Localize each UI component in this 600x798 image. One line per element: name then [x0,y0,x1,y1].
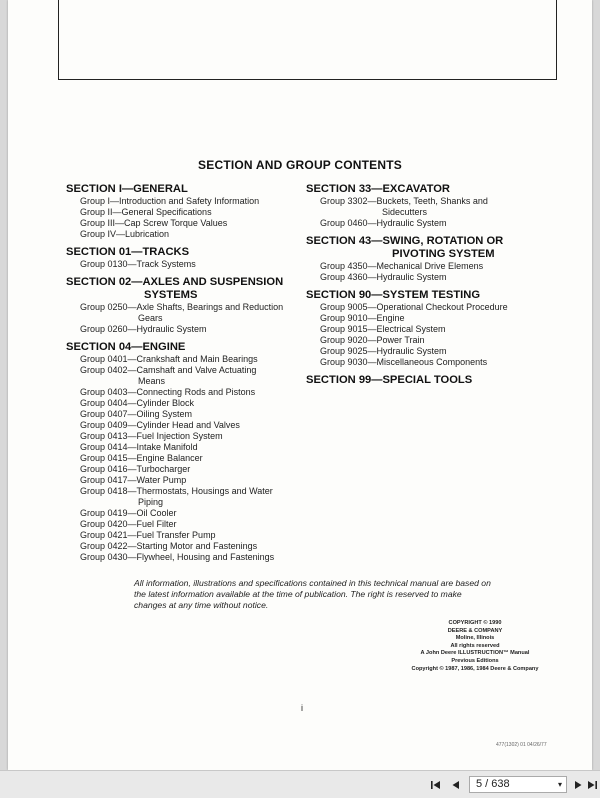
section-heading: SECTION 43—SWING, ROTATION OR PIVOTING SYSTEM [306,235,504,260]
group-entry: Group I—Introduction and Safety Information [80,196,260,206]
first-page-icon[interactable] [429,778,443,792]
section-heading: SECTION 01—TRACKS [66,246,190,258]
group-entry: Group 0409—Cylinder Head and Valves [80,420,240,430]
group-entry: Group 9025—Hydraulic System [320,346,447,356]
copyright-line: Moline, Illinois [455,635,495,642]
copyright-line: All rights reserved [450,642,500,649]
copyright-line: A John Deere ILLUSTRUCTION™ Manual [420,650,530,657]
section-block [306,183,536,229]
group-entry: Group 4360—Hydraulic System [320,272,447,282]
document-code: 477(1302) 01 04/26/77 [496,742,547,748]
copyright-block [400,620,550,673]
disclaimer-notice: All information, illustrations and specifications contained in this technical manual are based on the latest information available at the time of publication. The right is reserved to make changes at any time without notice. [134,578,491,610]
left-column [66,183,296,569]
group-entry: Group IV—Lubrication [80,229,170,239]
group-entry: Group 9015—Electrical System [320,324,446,334]
chevron-down-icon[interactable]: ▾ [557,780,562,789]
previous-page-edge [58,0,557,80]
group-entry: Group 0250—Axle Shafts, Bearings and Reduction Gears [80,302,284,323]
group-entry: Group 0413—Fuel Injection System [80,431,223,441]
group-entry: Group 0460—Hydraulic System [320,218,447,228]
copyright-line: COPYRIGHT © 1990 [448,620,502,626]
group-entry: Group 0414—Intake Manifold [80,442,198,452]
group-entry: Group 9030—Miscellaneous Components [320,357,488,367]
group-entry: Group 0130—Track Systems [80,259,196,269]
section-block [66,341,296,563]
group-entry: Group 0401—Crankshaft and Main Bearings [80,354,258,364]
group-entry: Group 3302—Buckets, Teeth, Shanks and Sidecutters [320,196,488,217]
section-heading: SECTION 04—ENGINE [66,341,186,353]
section-block [306,289,536,368]
group-entry: Group 0403—Connecting Rods and Pistons [80,387,256,397]
group-entry: Group 0420—Fuel Filter [80,519,177,529]
last-page-icon[interactable] [586,778,600,792]
group-entry: Group 4350—Mechanical Drive Elemens [320,261,484,271]
section-heading: SECTION I—GENERAL [66,183,188,195]
copyright-line: Copyright © 1987, 1986, 1984 Deere & Company [411,665,539,672]
document-page [8,0,592,770]
group-entry: Group II—General Specifications [80,207,212,217]
group-entry: Group 0415—Engine Balancer [80,453,203,463]
section-heading: SECTION 90—SYSTEM TESTING [306,289,481,301]
group-entry: Group 0418—Thermostats, Housings and Water Piping [80,486,273,507]
section-block [66,183,296,240]
right-column [306,183,536,393]
group-entry: Group 0402—Camshaft and Valve Actuating Means [80,365,257,386]
section-heading: SECTION 33—EXCAVATOR [306,183,451,195]
section-block [306,235,536,283]
section-block [66,246,296,270]
section-block [306,374,536,387]
page-number: i [301,703,303,713]
pager-toolbar [0,770,600,798]
group-entry: Group 0416—Turbocharger [80,464,191,474]
group-entry: Group 9005—Operational Checkout Procedure [320,302,508,312]
page-indicator: 5 / 638 [476,778,510,790]
group-entry: Group III—Cap Screw Torque Values [80,218,228,228]
group-entry: Group 0421—Fuel Transfer Pump [80,530,216,540]
group-entry: Group 0419—Oil Cooler [80,508,177,518]
group-entry: Group 0422—Starting Motor and Fastenings [80,541,258,551]
group-entry: Group 9010—Engine [320,313,405,323]
page-selector[interactable] [469,776,567,793]
prev-page-icon[interactable] [449,778,463,792]
group-entry: Group 0417—Water Pump [80,475,187,485]
group-entry: Group 0404—Cylinder Block [80,398,195,408]
group-entry: Group 0430—Flywheel, Housing and Fastenings [80,552,275,562]
page-title: SECTION AND GROUP CONTENTS [198,158,402,172]
next-page-icon[interactable] [571,778,585,792]
group-entry: Group 9020—Power Train [320,335,425,345]
section-heading: SECTION 99—SPECIAL TOOLS [306,374,473,386]
section-block [66,276,296,335]
section-heading: SECTION 02—AXLES AND SUSPENSION SYSTEMS [66,276,284,301]
group-entry: Group 0260—Hydraulic System [80,324,207,334]
copyright-line: DEERE & COMPANY [447,627,503,634]
copyright-line: Previous Editions [451,657,499,664]
group-entry: Group 0407—Oiling System [80,409,193,419]
